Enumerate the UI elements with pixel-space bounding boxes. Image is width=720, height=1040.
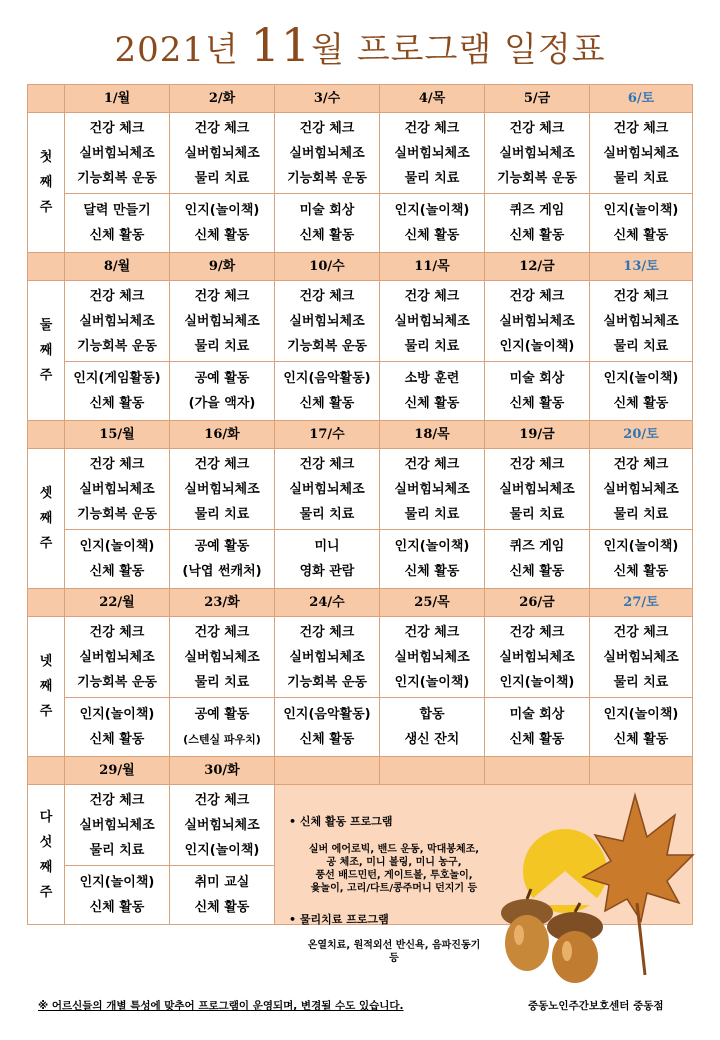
program-line: 인지(음악활동)	[283, 371, 371, 386]
afternoon-program-cell	[380, 530, 485, 589]
date-header: 11/목	[380, 253, 485, 281]
date-header-row	[28, 757, 693, 785]
program-line: 공예 활동	[194, 539, 250, 554]
program-line: 실버힘뇌체조	[394, 481, 470, 497]
week-label	[28, 617, 65, 757]
program-line: 물리 치료	[89, 842, 145, 858]
program-line: 신체 활동	[89, 564, 145, 579]
morning-program-cell	[170, 449, 275, 530]
morning-program-cell	[170, 617, 275, 698]
week-label-char: 주	[39, 536, 53, 551]
program-line: 건강 체크	[509, 120, 565, 136]
date-header: 6/토	[590, 85, 693, 113]
date-header: 20/토	[590, 421, 693, 449]
week-label-char: 다	[39, 809, 53, 825]
afternoon-row	[28, 530, 693, 589]
date-header: 1/월	[65, 85, 170, 113]
program-line: 인지(놀이책)	[603, 707, 679, 722]
program-line: 신체 활동	[89, 900, 145, 915]
week-label-char: 둘	[39, 318, 53, 333]
program-line: (스텐실 파우치)	[183, 733, 261, 746]
program-line: 신체 활동	[89, 228, 145, 243]
week-label-char: 넷	[39, 654, 53, 669]
program-line: 건강 체크	[299, 624, 355, 640]
week-label-char: 째	[39, 679, 53, 694]
morning-program-cell	[380, 449, 485, 530]
morning-program-cell	[65, 449, 170, 530]
afternoon-program-cell	[65, 530, 170, 589]
therapy-program-line: 온열치료, 원적외선 반신욕, 음파진동기	[307, 940, 481, 951]
program-line: 실버힘뇌체조	[499, 481, 575, 497]
program-line: 인지(놀이책)	[394, 539, 470, 554]
program-line: (낙엽 썬캐처)	[182, 564, 262, 579]
physical-program-line: 윷놀이, 고리/다트/콩주머니 던지기 등	[310, 883, 478, 894]
therapy-program-title: • 물리치료 프로그램	[289, 913, 389, 926]
program-line: 퀴즈 게임	[509, 203, 565, 218]
header-corner	[28, 757, 65, 785]
program-line: 기능회복 운동	[77, 170, 157, 186]
date-header: 10/수	[275, 253, 380, 281]
week-label-char: 첫	[39, 150, 53, 165]
date-header: 25/목	[380, 589, 485, 617]
date-header-row	[28, 253, 693, 281]
afternoon-program-cell	[590, 698, 693, 757]
morning-program-cell	[590, 281, 693, 362]
afternoon-program-cell	[170, 362, 275, 421]
program-line: 기능회복 운동	[287, 674, 367, 690]
program-line: 미술 회상	[509, 371, 565, 386]
program-line: 기능회복 운동	[497, 170, 577, 186]
title-year: 2021년	[114, 30, 239, 70]
program-line: 신체 활동	[299, 396, 355, 411]
program-line: 건강 체크	[89, 456, 145, 472]
afternoon-program-cell	[65, 194, 170, 253]
date-header: 2/화	[170, 85, 275, 113]
program-line: 실버힘뇌체조	[394, 649, 470, 665]
date-header: 5/금	[485, 85, 590, 113]
schedule-table	[27, 84, 693, 964]
program-line: 실버힘뇌체조	[289, 313, 365, 329]
program-line: 건강 체크	[299, 288, 355, 304]
program-line: 인지(음악활동)	[283, 707, 371, 722]
program-line: 실버힘뇌체조	[184, 313, 260, 329]
morning-program-cell	[275, 113, 380, 194]
program-line: 물리 치료	[194, 674, 250, 690]
week-label-char: 째	[39, 343, 53, 358]
program-line: 인지(놀이책)	[603, 539, 679, 554]
program-line: 실버힘뇌체조	[603, 481, 679, 497]
afternoon-program-cell	[275, 362, 380, 421]
program-line: 실버힘뇌체조	[499, 145, 575, 161]
program-line: 공예 활동	[194, 371, 250, 386]
date-header-row	[28, 589, 693, 617]
morning-row	[28, 281, 693, 362]
program-line: 건강 체크	[613, 120, 669, 136]
program-line: 인지(놀이책)	[184, 203, 260, 218]
date-header: 8/월	[65, 253, 170, 281]
afternoon-row	[28, 698, 693, 757]
program-line: 물리 치료	[404, 170, 460, 186]
morning-program-cell	[65, 281, 170, 362]
program-line: 건강 체크	[194, 120, 250, 136]
program-line: 취미 교실	[194, 875, 250, 890]
morning-program-cell	[275, 617, 380, 698]
program-line: 건강 체크	[194, 792, 250, 808]
header-corner	[28, 589, 65, 617]
program-line: 기능회복 운동	[77, 506, 157, 522]
program-line: 인지(놀이책)	[499, 674, 575, 690]
date-header: 12/금	[485, 253, 590, 281]
morning-row	[28, 785, 693, 866]
week-label	[28, 449, 65, 589]
afternoon-program-cell	[170, 194, 275, 253]
program-line: 실버힘뇌체조	[603, 145, 679, 161]
program-line: 건강 체크	[194, 288, 250, 304]
date-header: 4/목	[380, 85, 485, 113]
program-line: 신체 활동	[509, 228, 565, 243]
program-line: 건강 체크	[89, 288, 145, 304]
program-line: 소방 훈련	[404, 371, 460, 386]
program-line: 신체 활동	[194, 228, 250, 243]
program-line: 기능회복 운동	[287, 338, 367, 354]
program-line: 실버힘뇌체조	[289, 145, 365, 161]
program-line: 기능회복 운동	[77, 338, 157, 354]
morning-program-cell	[485, 113, 590, 194]
morning-program-cell	[380, 617, 485, 698]
program-line: 신체 활동	[404, 396, 460, 411]
empty-header	[590, 757, 693, 785]
date-header: 23/화	[170, 589, 275, 617]
program-line: 신체 활동	[509, 396, 565, 411]
afternoon-program-cell	[65, 698, 170, 757]
empty-header	[275, 757, 380, 785]
therapy-program-line: 등	[389, 953, 399, 964]
afternoon-program-cell	[485, 530, 590, 589]
afternoon-program-cell	[275, 194, 380, 253]
program-line: 실버힘뇌체조	[499, 313, 575, 329]
morning-program-cell	[380, 281, 485, 362]
program-line: 신체 활동	[89, 396, 145, 411]
morning-program-cell	[485, 281, 590, 362]
program-line: 물리 치료	[194, 170, 250, 186]
week-label-char: 째	[39, 175, 53, 190]
program-line: 물리 치료	[194, 338, 250, 354]
morning-row	[28, 617, 693, 698]
afternoon-program-cell	[275, 530, 380, 589]
title-month: 11	[250, 18, 312, 72]
program-line: 신체 활동	[613, 396, 669, 411]
week-label-char: 주	[39, 368, 53, 383]
afternoon-program-cell	[170, 698, 275, 757]
program-line: 건강 체크	[509, 288, 565, 304]
morning-program-cell	[590, 113, 693, 194]
morning-program-cell	[275, 449, 380, 530]
week-label	[28, 113, 65, 253]
program-line: 건강 체크	[509, 624, 565, 640]
week-label-char: 째	[39, 511, 53, 526]
physical-program-list	[289, 843, 499, 895]
program-line: 합동	[419, 707, 445, 722]
program-info-box	[275, 785, 693, 964]
program-line: 건강 체크	[194, 624, 250, 640]
program-line: 실버힘뇌체조	[603, 649, 679, 665]
program-line: 영화 관람	[299, 564, 355, 579]
morning-program-cell	[485, 617, 590, 698]
afternoon-program-cell	[590, 362, 693, 421]
therapy-program-list	[289, 939, 499, 965]
program-line: 건강 체크	[613, 456, 669, 472]
program-line: 인지(놀이책)	[184, 842, 260, 858]
date-header: 24/수	[275, 589, 380, 617]
week-label-char: 주	[39, 200, 53, 215]
week-label-char: 셋	[39, 486, 53, 501]
program-line: 신체 활동	[299, 732, 355, 747]
program-line: 건강 체크	[194, 456, 250, 472]
title-rest: 월 프로그램 일정표	[311, 30, 606, 70]
program-line: 신체 활동	[404, 564, 460, 579]
afternoon-program-cell	[485, 194, 590, 253]
program-line: 실버힘뇌체조	[289, 649, 365, 665]
afternoon-row	[28, 362, 693, 421]
week-label-char: 째	[39, 859, 53, 875]
program-line: 실버힘뇌체조	[394, 145, 470, 161]
program-line: 물리 치료	[613, 170, 669, 186]
program-line: 기능회복 운동	[287, 170, 367, 186]
program-line: 건강 체크	[89, 624, 145, 640]
program-line: (가을 액자)	[188, 396, 256, 411]
program-line: 물리 치료	[613, 338, 669, 354]
afternoon-program-cell	[170, 866, 275, 925]
program-line: 미술 회상	[509, 707, 565, 722]
afternoon-program-cell	[65, 866, 170, 925]
morning-program-cell	[170, 113, 275, 194]
program-line: 실버힘뇌체조	[79, 313, 155, 329]
program-line: 실버힘뇌체조	[603, 313, 679, 329]
afternoon-program-cell	[590, 530, 693, 589]
program-line: 건강 체크	[404, 624, 460, 640]
date-header: 3/수	[275, 85, 380, 113]
week-label	[28, 281, 65, 421]
date-header: 16/화	[170, 421, 275, 449]
date-header-row	[28, 85, 693, 113]
date-header: 27/토	[590, 589, 693, 617]
afternoon-program-cell	[65, 362, 170, 421]
morning-program-cell	[65, 785, 170, 866]
program-line: 실버힘뇌체조	[184, 817, 260, 833]
morning-program-cell	[590, 449, 693, 530]
physical-program-line: 공 체조, 미니 볼링, 미니 농구,	[326, 857, 462, 868]
header-corner	[28, 421, 65, 449]
morning-program-cell	[170, 281, 275, 362]
program-line: 달력 만들기	[83, 203, 151, 218]
date-header: 13/토	[590, 253, 693, 281]
program-line: 물리 치료	[194, 506, 250, 522]
morning-row	[28, 449, 693, 530]
program-line: 인지(놀이책)	[394, 674, 470, 690]
program-line: 물리 치료	[509, 506, 565, 522]
date-header: 29/월	[65, 757, 170, 785]
program-line: 신체 활동	[509, 564, 565, 579]
program-line: 신체 활동	[299, 228, 355, 243]
program-line: 건강 체크	[299, 456, 355, 472]
program-line: 퀴즈 게임	[509, 539, 565, 554]
date-header: 19/금	[485, 421, 590, 449]
physical-program-title: • 신체 활동 프로그램	[289, 815, 393, 828]
program-line: 인지(놀이책)	[79, 539, 155, 554]
morning-program-cell	[485, 449, 590, 530]
afternoon-program-cell	[380, 362, 485, 421]
program-line: 실버힘뇌체조	[184, 145, 260, 161]
week-label-char: 주	[39, 704, 53, 719]
program-line: 실버힘뇌체조	[79, 649, 155, 665]
program-line: 신체 활동	[613, 228, 669, 243]
program-line: 인지(놀이책)	[499, 338, 575, 354]
program-line: 신체 활동	[509, 732, 565, 747]
program-line: 건강 체크	[299, 120, 355, 136]
afternoon-program-cell	[275, 698, 380, 757]
center-name: 중동노인주간보호센터 중동점	[528, 1000, 664, 1012]
empty-header	[485, 757, 590, 785]
morning-program-cell	[590, 617, 693, 698]
program-line: 인지(놀이책)	[603, 203, 679, 218]
program-line: 실버힘뇌체조	[499, 649, 575, 665]
footer-note: ※ 어르신들의 개별 특성에 맞추어 프로그램이 운영되며, 변경될 수도 있습니다.	[38, 1000, 404, 1012]
date-header: 9/화	[170, 253, 275, 281]
physical-program-line: 풍선 배드민턴, 게이트볼, 투호놀이,	[315, 870, 473, 881]
morning-program-cell	[380, 113, 485, 194]
program-line: 미니	[314, 539, 340, 554]
program-line: 인지(게임활동)	[73, 371, 161, 386]
header-corner	[28, 253, 65, 281]
afternoon-program-cell	[485, 698, 590, 757]
program-line: 신체 활동	[613, 564, 669, 579]
empty-header	[380, 757, 485, 785]
program-line: 건강 체크	[89, 792, 145, 808]
afternoon-program-cell	[170, 530, 275, 589]
program-line: 건강 체크	[509, 456, 565, 472]
acorn-icon	[547, 903, 603, 983]
date-header: 26/금	[485, 589, 590, 617]
program-line: 물리 치료	[404, 338, 460, 354]
program-line: 인지(놀이책)	[79, 707, 155, 722]
program-line: 실버힘뇌체조	[289, 481, 365, 497]
program-line: 미술 회상	[299, 203, 355, 218]
program-line: 인지(놀이책)	[79, 875, 155, 890]
program-line: 신체 활동	[404, 228, 460, 243]
program-line: 실버힘뇌체조	[394, 313, 470, 329]
physical-program-line: 실버 에어로빅, 밴드 운동, 막대봉체조,	[308, 844, 480, 855]
program-line: 물리 치료	[613, 506, 669, 522]
program-line: 신체 활동	[89, 732, 145, 747]
morning-program-cell	[170, 785, 275, 866]
morning-row	[28, 113, 693, 194]
date-header: 30/화	[170, 757, 275, 785]
header-corner	[28, 85, 65, 113]
page-title	[0, 18, 720, 72]
week-label-char: 주	[39, 884, 53, 900]
morning-program-cell	[275, 281, 380, 362]
program-line: 기능회복 운동	[77, 674, 157, 690]
program-line: 건강 체크	[613, 624, 669, 640]
week-label	[28, 785, 65, 925]
program-line: 실버힘뇌체조	[79, 817, 155, 833]
date-header: 18/목	[380, 421, 485, 449]
afternoon-program-cell	[590, 194, 693, 253]
program-line: 건강 체크	[89, 120, 145, 136]
program-line: 신체 활동	[194, 900, 250, 915]
program-line: 물리 치료	[299, 506, 355, 522]
afternoon-row	[28, 194, 693, 253]
afternoon-program-cell	[485, 362, 590, 421]
program-line: 실버힘뇌체조	[79, 145, 155, 161]
morning-program-cell	[65, 113, 170, 194]
program-line: 공예 활동	[194, 707, 250, 722]
program-line: 생신 잔치	[404, 732, 460, 747]
date-header-row	[28, 421, 693, 449]
afternoon-program-cell	[380, 698, 485, 757]
date-header: 15/월	[65, 421, 170, 449]
date-header: 22/월	[65, 589, 170, 617]
program-line: 인지(놀이책)	[394, 203, 470, 218]
program-line: 물리 치료	[404, 506, 460, 522]
program-line: 건강 체크	[404, 288, 460, 304]
program-line: 실버힘뇌체조	[184, 649, 260, 665]
program-line: 물리 치료	[613, 674, 669, 690]
afternoon-program-cell	[380, 194, 485, 253]
week-label-char: 섯	[39, 834, 53, 850]
program-line: 인지(놀이책)	[603, 371, 679, 386]
program-line: 건강 체크	[613, 288, 669, 304]
date-header: 17/수	[275, 421, 380, 449]
program-line: 신체 활동	[613, 732, 669, 747]
morning-program-cell	[65, 617, 170, 698]
program-line: 실버힘뇌체조	[79, 481, 155, 497]
program-line: 건강 체크	[404, 456, 460, 472]
program-line: 건강 체크	[404, 120, 460, 136]
program-line: 실버힘뇌체조	[184, 481, 260, 497]
